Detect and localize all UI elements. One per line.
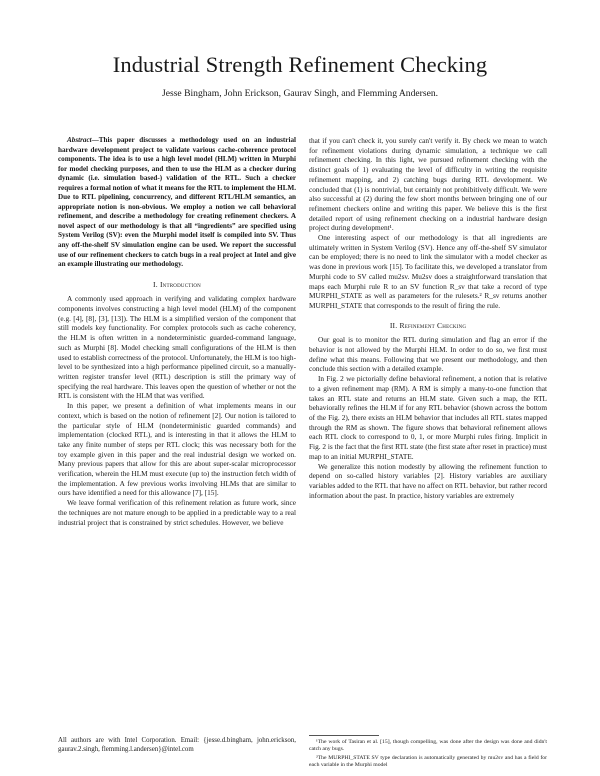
section-1-title: Introduction — [159, 279, 201, 289]
section-2-heading — [309, 321, 547, 331]
abstract-lead: Abstract — [67, 136, 92, 144]
intro-paragraph-1: A commonly used approach in verifying and validating complex hardware components involves constructing a high level model (HLM) of the component (e.g. [4], [8], [3], [13]). The HLM is a simplified version of the component that still models key functionality. For complex protocols such as cache coherency, the HLM is often written in a nondeterministic guarded-command language, such as Murphi [8]. Model checking small configurations of the HLM is then used to establish correctness of the protocol. Unfortunately, the HLM is too high-level to be synthesized into a high performance pipelined circuit, so a manually-written register transfer level (RTL) description is still the primary way of specifying the real hardware. This leaves open the question of whether or not the RTL is consistent with the HLM that was verified. — [58, 294, 296, 401]
abstract — [58, 136, 296, 270]
section-2-numeral: II. — [389, 320, 398, 330]
author-affiliation-footnote: All authors are with Intel Corporation. Email: {jesse.d.bingham, john.erickson, gaurav.2.singh, flemming.l.andersen}@intel.com — [58, 737, 296, 753]
abstract-body: —This paper discusses a methodology used on an industrial hardware development project to validate various cache-coherence protocol components. The idea is to use a high level model (HLM) written in Murphi for model checking purposes, and then to use the HLM as a checker during dynamic (i.e. simulation based-) validation of the RTL. Such a checker requires a formal notion of what it means for the RTL to implement the HLM. Due to RTL pipelining, concurrency, and different RTL/HLM semantics, an appropriate notion is non-obvious. We employ a notion we call behavioral refinement, and describe a methodology for creating refinement checkers. A novel aspect of our methodology is that all “ingredients” are specified using System Verilog (SV): even the Murphi model itself is compiled into SV. Thus any off-the-shelf SV simulation engine can be used. We report the successful use of our refinement checkers to catch bugs in a real project at Intel and give an example illustrating our methodology. — [58, 136, 296, 269]
section-1-numeral: I. — [153, 279, 158, 289]
body-paragraph-sv: One interesting aspect of our methodology is that all ingredients are ultimately written in System Verilog (SV). Hence any off-the-shelf SV simulator can be employed; there is no need to link the simulator with a model checker as was done in previous work [15]. To facilitate this, we developed a translator from Murphi code to SV called mu2sv. Mu2sv does a straightforward translation that maps each Murphi rule R to an SV function R_sv that take a record of type MURPHI_STATE as well as parameters for the rulesets.² R_sv returns another MURPHI_STATE that corresponds to the result of firing the rule. — [309, 233, 547, 310]
section-2-paragraph-2: In Fig. 2 we pictorially define behavioral refinement, a notion that is relative to a given refinement map (RM). A RM is simply a many-to-one function that takes an RTL state and returns an HLM state. Given such a map, the RTL behaviorally refines the HLM if for any RTL behavior (shown across the bottom of the Fig. 2), there exists an HLM behavior that includes all RTL states mapped through the RM as shown. The figure shows that behavioral refinement allows each RTL clock to correspond to 0, 1, or more Murphi rules firing. Implicit in Fig. 2 is the fact that the first RTL state (the first state after reset in practice) must map to an initial MURPHI_STATE. — [309, 374, 547, 461]
intro-paragraph-2: In this paper, we present a definition of what implements means in our context, which is based on the notion of refinement [2]. Our notion is tailored to the particular style of HLM (nondeterministic guarded commands) and implementation (clocked RTL), and is interesting in that it allows the HLM to take any finite number of steps per RTL clock; this was necessary both for the toy example given in this paper and the real industrial design we worked on. Many previous papers that allow for this are about super-scalar microprocessor verification, wherein the HLM must execute (up to) the instruction fetch width of the implementation. A few previous works involving HLMs that are similar to ours have identified a need for this allowance [7], [15]. — [58, 401, 296, 498]
right-column — [309, 136, 547, 500]
paper-title: Industrial Strength Refinement Checking — [112, 52, 488, 77]
footnote-2: ²The MURPHI_STATE SV type declaration is automatically generated by mu2sv and has a field for each variable in the Murphi model — [309, 754, 547, 768]
footnote-1: ¹The work of Tasiran et al. [15], though compelling, was done after the design was done and didn't catch any bugs. — [309, 739, 547, 753]
section-2-title: Refinement Checking — [399, 320, 467, 330]
footnote-rule — [309, 735, 379, 736]
left-column — [58, 136, 296, 527]
section-2-paragraph-3: We generalize this notion modestly by allowing the refinement function to depend on so-called history variables [2]. History variables are auxiliary variables added to the RTL that have no affect on RTL behavior, but rather record information about the past. In practice, history variables are extremely — [309, 461, 547, 500]
body-paragraph-continued: that if you can't check it, you surely can't verify it. By check we mean to watch for refinement violations during dynamic simulation, a technique we call refinement checking. In this light, we pursued refinement checking with the distinct goals of 1) evaluating the level of difficulty in writing the requisite refinement mapping, and 2) catching bugs during RTL development. We concluded that (1) is nontrivial, but certainly not prohibitively difficult. We were also successful at (2) during the few short months between bringing one of our refinement checkers online and writing this paper. We believe this is the first detailed report of using refinement checking on a industrial hardware design project during development¹. — [309, 136, 547, 233]
footnotes — [309, 735, 547, 770]
section-2-paragraph-1: Our goal is to monitor the RTL during simulation and flag an error if the behavior is not allowed by the Murphi HLM. In order to do so, we first must define what this means. Following that we present our methodology, and then conclude this section with a detailed example. — [309, 335, 547, 374]
intro-paragraph-3: We leave formal verification of this refinement relation as future work, since the techniques are not mature enough to be applied in a predictable way to a real industrial project that is constrained by strict schedules. However, we believe — [58, 498, 296, 527]
section-1-heading — [58, 280, 296, 290]
author-list: Jesse Bingham, John Erickson, Gaurav Singh, and Flemming Andersen. — [161, 88, 439, 99]
